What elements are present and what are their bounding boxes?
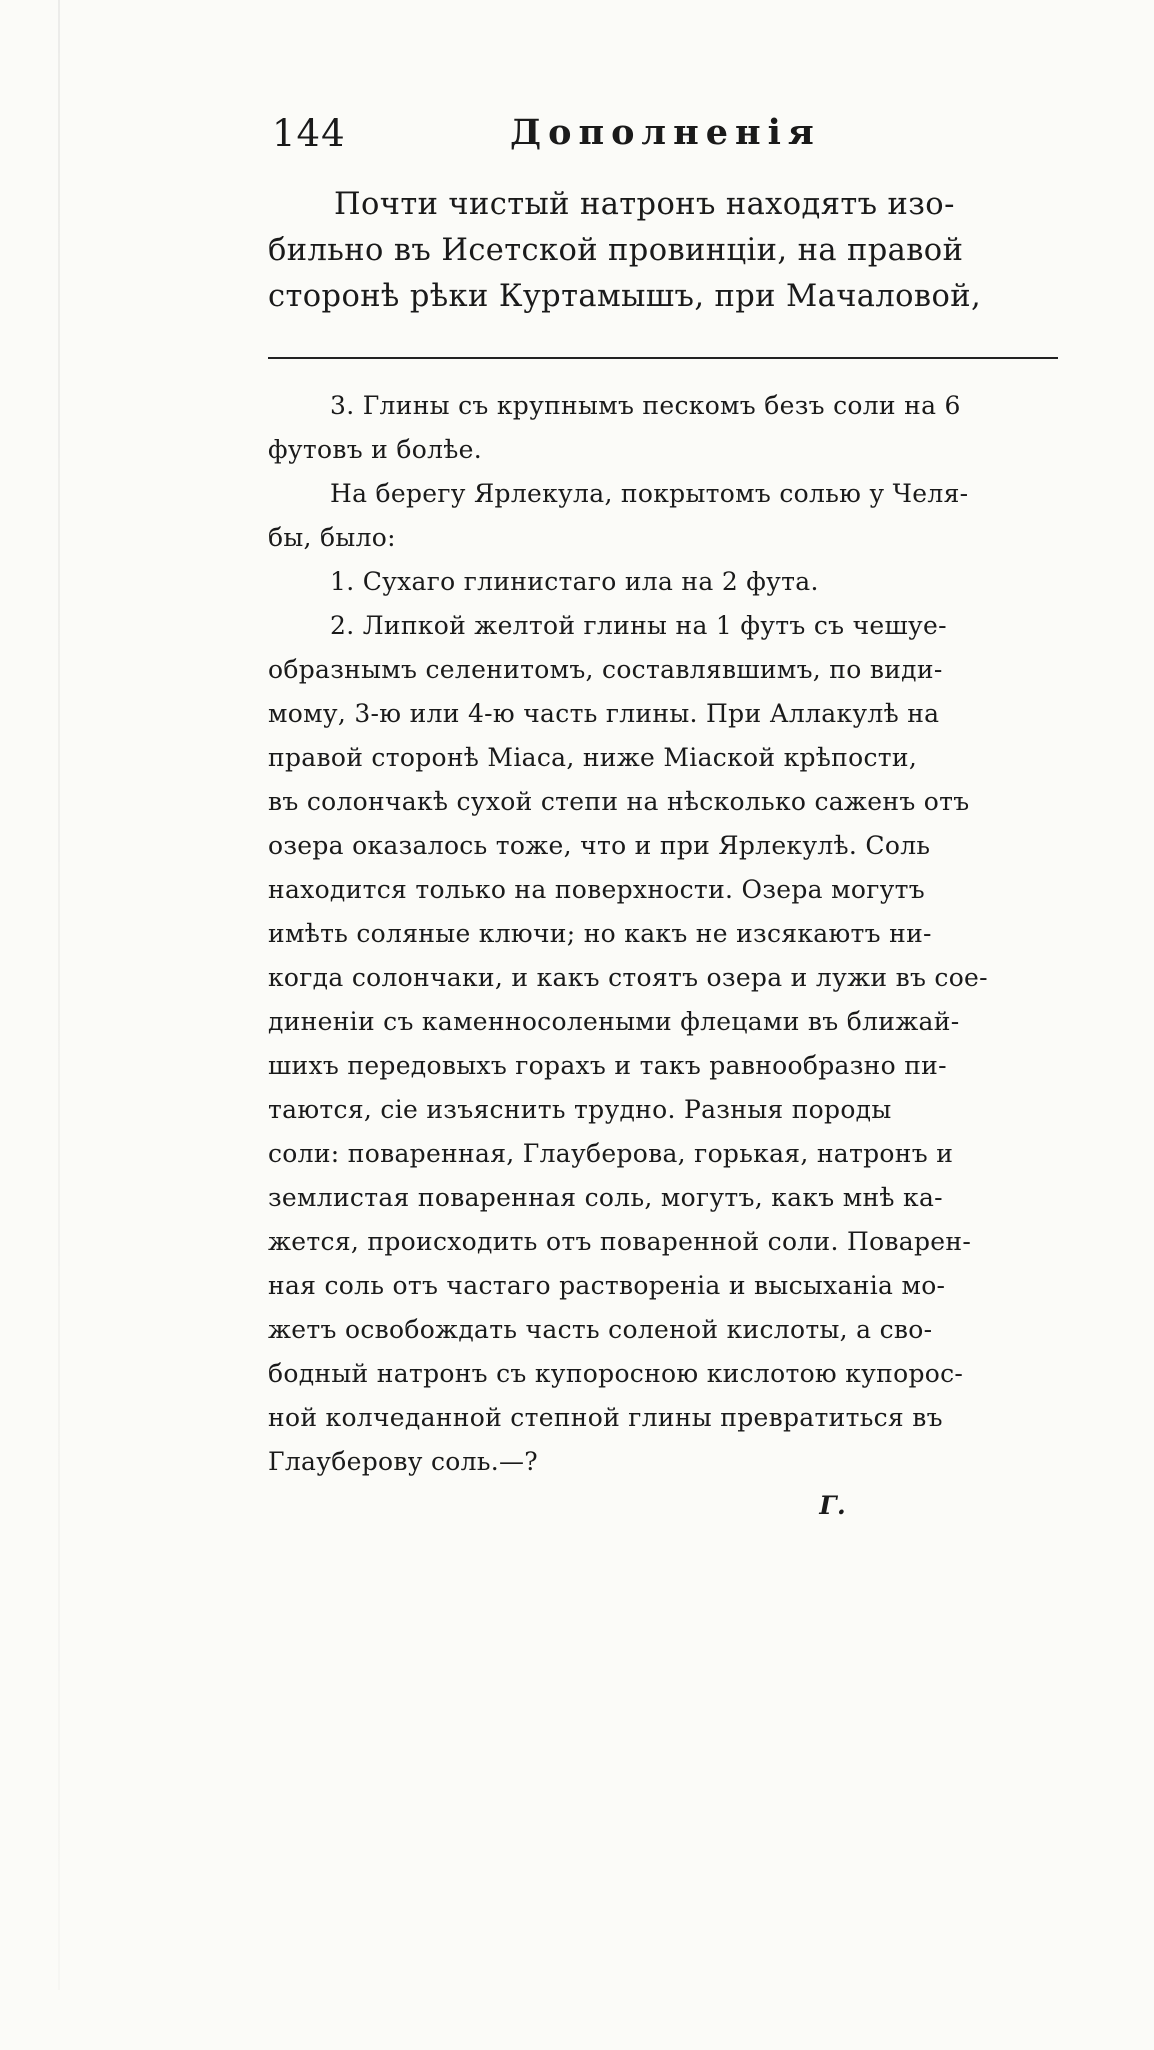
footnote-line: находится только на поверхности. Озера могутъ [268,875,925,904]
footnote-line: 3. Глины съ крупнымъ пескомъ безъ соли на 6 [330,391,961,420]
footnote-line: имѣть соляные ключи; но какъ не изсякаютъ ни- [268,919,932,948]
running-head [272,112,832,162]
footnote-rule [268,357,1058,359]
footnote-line: 1. Сухаго глинистаго ила на 2 фута. [330,567,819,596]
page-edge [58,0,60,1990]
author-signature: Г. [819,1491,846,1520]
footnote-line: бы, было: [268,523,396,552]
text-line: Почти чистый натронъ находятъ изо- [334,187,955,222]
footnote-line: ная соль отъ частаго раствореніа и высыханіа мо- [268,1271,946,1300]
footnote-line: таются, сіе изъяснить трудно. Разныя породы [268,1095,892,1124]
footnote-line: диненіи съ каменносолеными флецами въ ближай- [268,1007,960,1036]
footnote-line: соли: поваренная, Глауберова, горькая, натронъ и [268,1139,954,1168]
text-line: бильно въ Исетской провинціи, на правой [268,233,964,268]
footnote-line: когда солончаки, и какъ стоятъ озера и лужи въ сое- [268,963,988,992]
footnote-line: жется, происходить отъ поваренной соли. Поварен- [268,1227,972,1256]
page-number: 144 [272,112,346,155]
footnote-line: землистая поваренная соль, могутъ, какъ мнѣ ка- [268,1183,943,1212]
footnote-line: 2. Липкой желтой глины на 1 футъ съ чешуе- [330,611,947,640]
footnote-line: мому, 3-ю или 4-ю часть глины. При Аллакулѣ на [268,699,940,728]
footnote-line: ной колчеданной степной глины превратиться въ [268,1403,943,1432]
footnote-line: жетъ освобождать часть соленой кислоты, а сво- [268,1315,933,1344]
footnote-line: образнымъ селенитомъ, составлявшимъ, по види- [268,655,943,684]
footnote-line: шихъ передовыхъ горахъ и такъ равнообразно пи- [268,1051,947,1080]
text-line: сторонѣ рѣки Куртамышъ, при Мачаловой, [268,279,982,314]
footnote-line: Глауберову соль.—? [268,1447,538,1476]
running-title: Дополненія [510,112,821,153]
footnote-line: На берегу Ярлекула, покрытомъ солью у Челя- [330,479,969,508]
footnote-line: озера оказалось тоже, что и при Ярлекулѣ. Соль [268,831,931,860]
footnote [268,384,1068,1528]
footnote-line: въ солончакѣ сухой степи на нѣсколько саженъ отъ [268,787,970,816]
footnote-line: бодный натронъ съ купоросною кислотою купорос- [268,1359,964,1388]
footnote-line: правой сторонѣ Міаса, ниже Міаской крѣпости, [268,743,918,772]
main-text [268,182,1068,320]
footnote-line: футовъ и болѣе. [268,435,482,464]
